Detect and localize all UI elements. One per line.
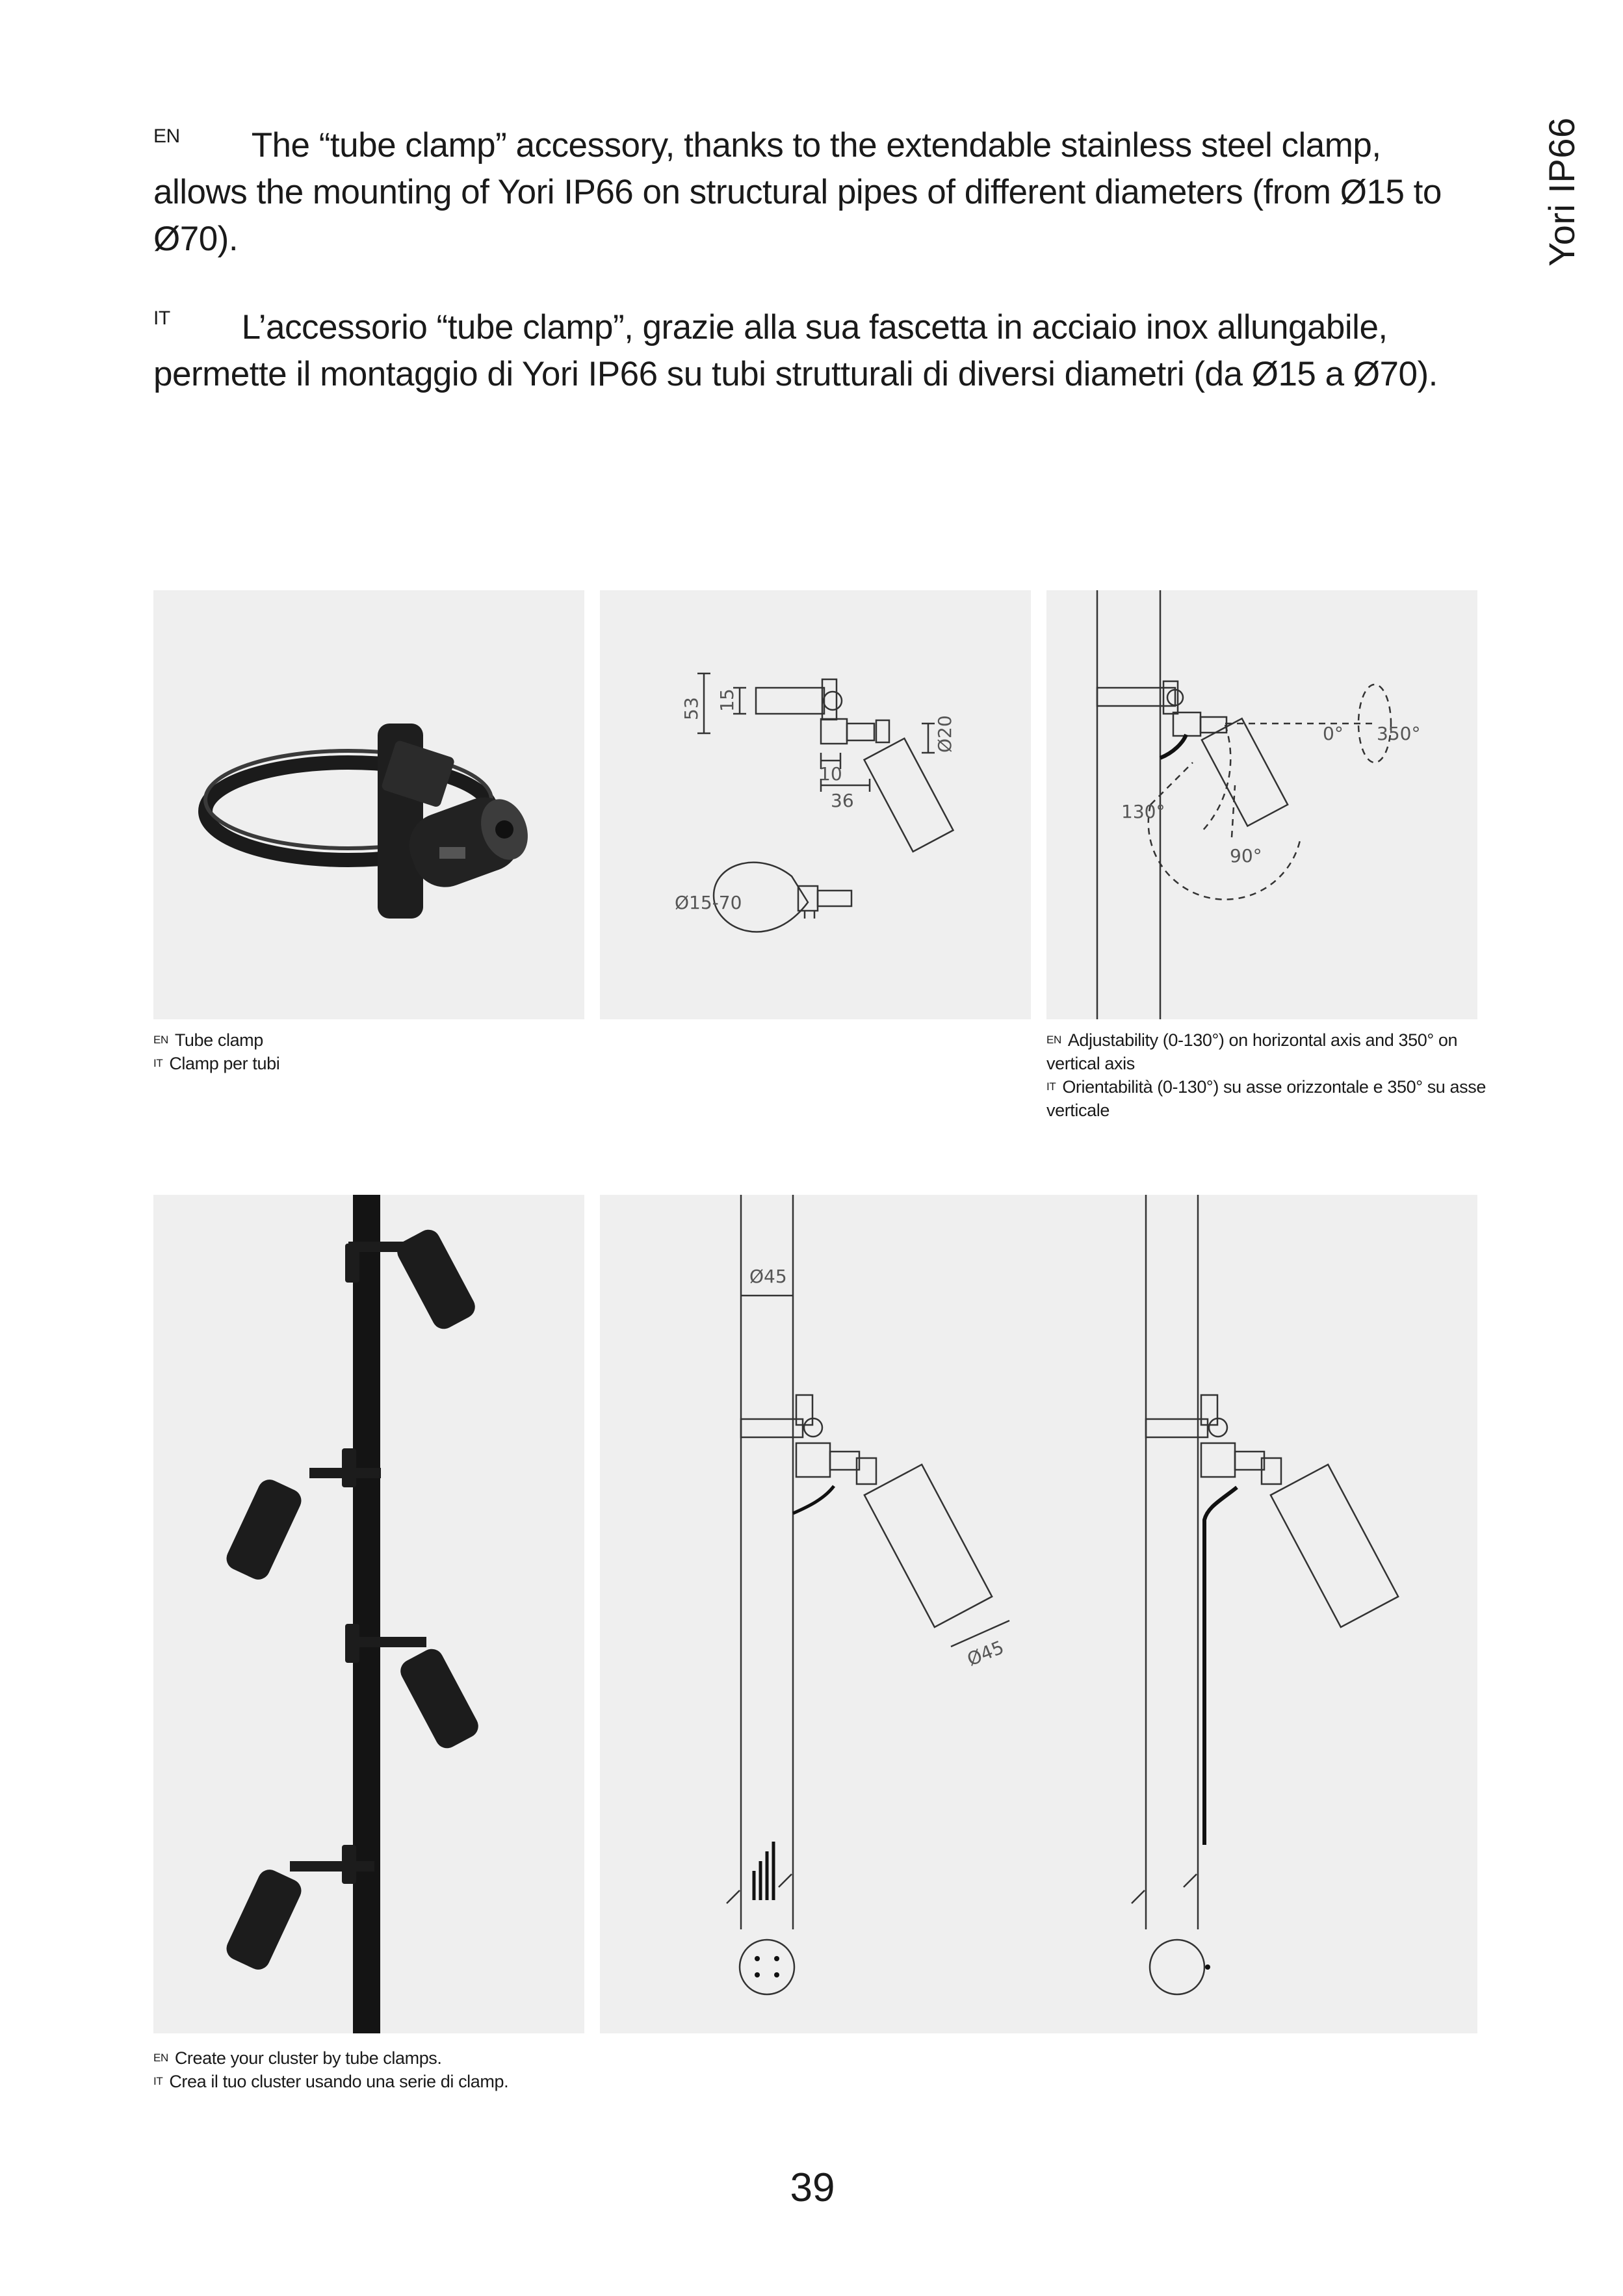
dim-10: 10 [819, 763, 842, 785]
caption-tag-en: EN [1046, 1034, 1061, 1046]
dim-pipe-diameter: Ø45 [749, 1266, 787, 1287]
page-number: 39 [790, 2165, 835, 2210]
caption-tube-clamp-en: Tube clamp [174, 1030, 263, 1050]
panel-adjustability-drawing [1046, 590, 1477, 1019]
dim-36: 36 [831, 790, 854, 811]
dim-diameter-20: Ø20 [934, 715, 955, 753]
dim-53: 53 [681, 697, 702, 720]
dim-head-diameter: Ø45 [964, 1636, 1007, 1671]
lang-tag-en: EN [153, 125, 180, 147]
caption-adjustability-it: Orientabilità (0-130°) su asse orizzontale e 350° su asse verticale [1046, 1077, 1486, 1120]
angle-350: 350° [1377, 723, 1421, 744]
panel-dimension-drawing [600, 590, 1031, 1019]
panel-tube-clamp-render [153, 590, 584, 1019]
adjustability-drawing [1046, 590, 1477, 1019]
angle-130: 130° [1121, 801, 1165, 822]
panel-cluster-render [153, 1195, 584, 2033]
intro-en [153, 122, 1479, 263]
dim-15: 15 [716, 688, 738, 712]
caption-adjustability-en: Adjustability (0-130°) on horizontal axis and 350° on vertical axis [1046, 1030, 1458, 1073]
caption-cluster [153, 2046, 738, 2093]
side-product-title: Yori IP66 [1541, 117, 1582, 267]
caption-cluster-it: Crea il tuo cluster usando una serie di clamp. [169, 2072, 509, 2091]
intro-en-text: The “tube clamp” accessory, thanks to the extendable stainless steel clamp, allows the mounting of Yori IP66 on structural pipes of different diameters (from Ø15 to Ø70). [153, 126, 1442, 258]
cluster-illustration [153, 1195, 584, 2033]
caption-tag-en: EN [153, 2052, 168, 2064]
caption-tag-it: IT [1046, 1080, 1056, 1093]
lang-tag-it: IT [153, 307, 170, 329]
caption-adjustability [1046, 1028, 1488, 1122]
caption-tube-clamp-it: Clamp per tubi [169, 1054, 280, 1073]
caption-tube-clamp [153, 1028, 569, 1075]
caption-tag-en: EN [153, 1034, 168, 1046]
caption-tag-it: IT [153, 1057, 163, 1069]
intro-it-text: L’accessorio “tube clamp”, grazie alla sua fascetta in acciaio inox allungabile, permette il montaggio di Yori IP66 su tubi strutturali di diversi diametri (da Ø15 a Ø70). [153, 308, 1438, 393]
panel-installation-drawings [600, 1195, 1477, 2033]
caption-cluster-en: Create your cluster by tube clamps. [174, 2048, 442, 2068]
installation-drawing [600, 1195, 1477, 2033]
angle-90: 90° [1230, 845, 1262, 867]
dim-diameter-range: Ø15-70 [675, 892, 742, 913]
dimension-drawing [600, 590, 1031, 1019]
angle-0: 0° [1323, 723, 1344, 744]
tube-clamp-illustration [153, 590, 584, 1019]
intro-it [153, 304, 1479, 398]
caption-tag-it: IT [153, 2075, 163, 2087]
